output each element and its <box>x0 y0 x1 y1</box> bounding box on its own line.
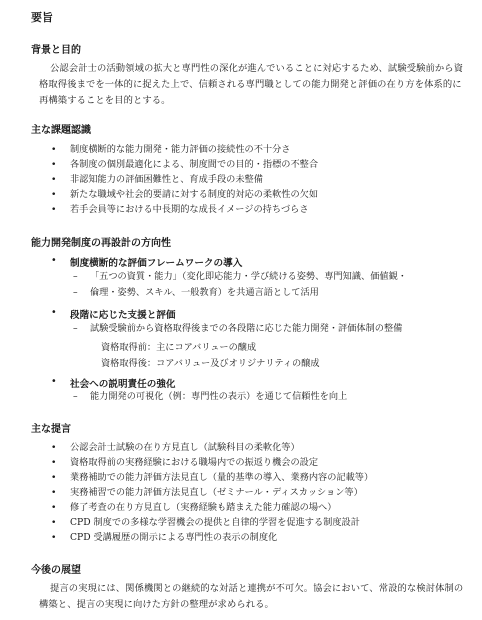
outlook-paragraph: 提言の実現には、関係機関との継続的な対話と連携が不可欠。協会において、常設的な検討体制の構築と、提言の実現に向けた方針の整理が求められる。 <box>39 583 464 610</box>
stage-pre: 資格取得前：主にコアバリューの醸成 <box>101 342 257 353</box>
subheading-accountability: • 社会への説明責任の強化 <box>53 376 176 390</box>
dash-item: – 能力開発の可視化（例：専門性の表示）を通じて信頼性を向上 <box>73 389 473 405</box>
list-item: • CPD 受講履歴の開示による専門性の表示の制度化 <box>53 531 277 545</box>
background-paragraph: 公認会計士の活動領域の拡大と専門性の深化が進んでいることに対応するため、試験受験前から資格取得後までを一体的に捉えた上で、信頼される専門職としての能力開発と評価の在り方を体系的に再構築することを目的とする。 <box>39 63 464 106</box>
subheading-framework: • 制度横断的な評価フレームワークの導入 <box>53 255 242 269</box>
list-item: • CPD 制度での多様な学習機会の提供と自律的学習を促進する制度設計 <box>53 516 360 530</box>
list-item: • 新たな職域や社会的要請に対する制度的対応の柔軟性の欠如 <box>53 188 318 202</box>
subheading-stages: • 段階に応じた支援と評価 <box>53 307 176 321</box>
list-item: • 公認会計士試験の在り方見直し（試験科目の柔軟化等） <box>53 441 300 455</box>
dash-item: – 試験受験前から資格取得後までの各段階に応じた能力開発・評価体制の整備 <box>73 321 473 337</box>
list-item: • 資格取得前の実務経験における職場内での振返り機会の設定 <box>53 456 318 470</box>
section-heading-background: 背景と目的 <box>31 45 81 56</box>
list-item: • 若手会員等における中長期的な成長イメージの持ちづらさ <box>53 203 309 217</box>
list-item: • 実務補習での能力評価方法見直し（ゼミナール・ディスカッション等） <box>53 486 363 500</box>
page-title: 要旨 <box>31 11 53 24</box>
list-item: • 業務補助での能力評価方法見直し（量的基準の導入、業務内容の記載等） <box>53 471 373 485</box>
section-heading-issues: 主な課題認識 <box>31 125 91 136</box>
section-heading-direction: 能力開発制度の再設計の方向性 <box>31 238 171 249</box>
section-heading-outlook: 今後の展望 <box>31 565 81 576</box>
list-item: • 制度横断的な能力開発・能力評価の接続性の不十分さ <box>53 143 291 157</box>
dash-item-continuation: – 倫理・姿勢、スキル、一般教育）を共通言語として活用 <box>73 285 473 301</box>
stage-post: 資格取得後：コアバリュー及びオリジナリティの醸成 <box>101 358 320 369</box>
list-item: • 各制度の個別最適化による、制度間での目的・指標の不整合 <box>53 158 318 172</box>
section-heading-proposals: 主な提言 <box>31 424 71 435</box>
list-item: • 修了考査の在り方見直し（実務経験も踏まえた能力確認の場へ） <box>53 501 336 515</box>
list-item: • 非認知能力の評価困難性と、育成手段の未整備 <box>53 173 263 187</box>
dash-item: – 「五つの資質・能力」（変化即応能力・学び続ける姿勢、専門知識、価値観・ <box>73 269 473 285</box>
